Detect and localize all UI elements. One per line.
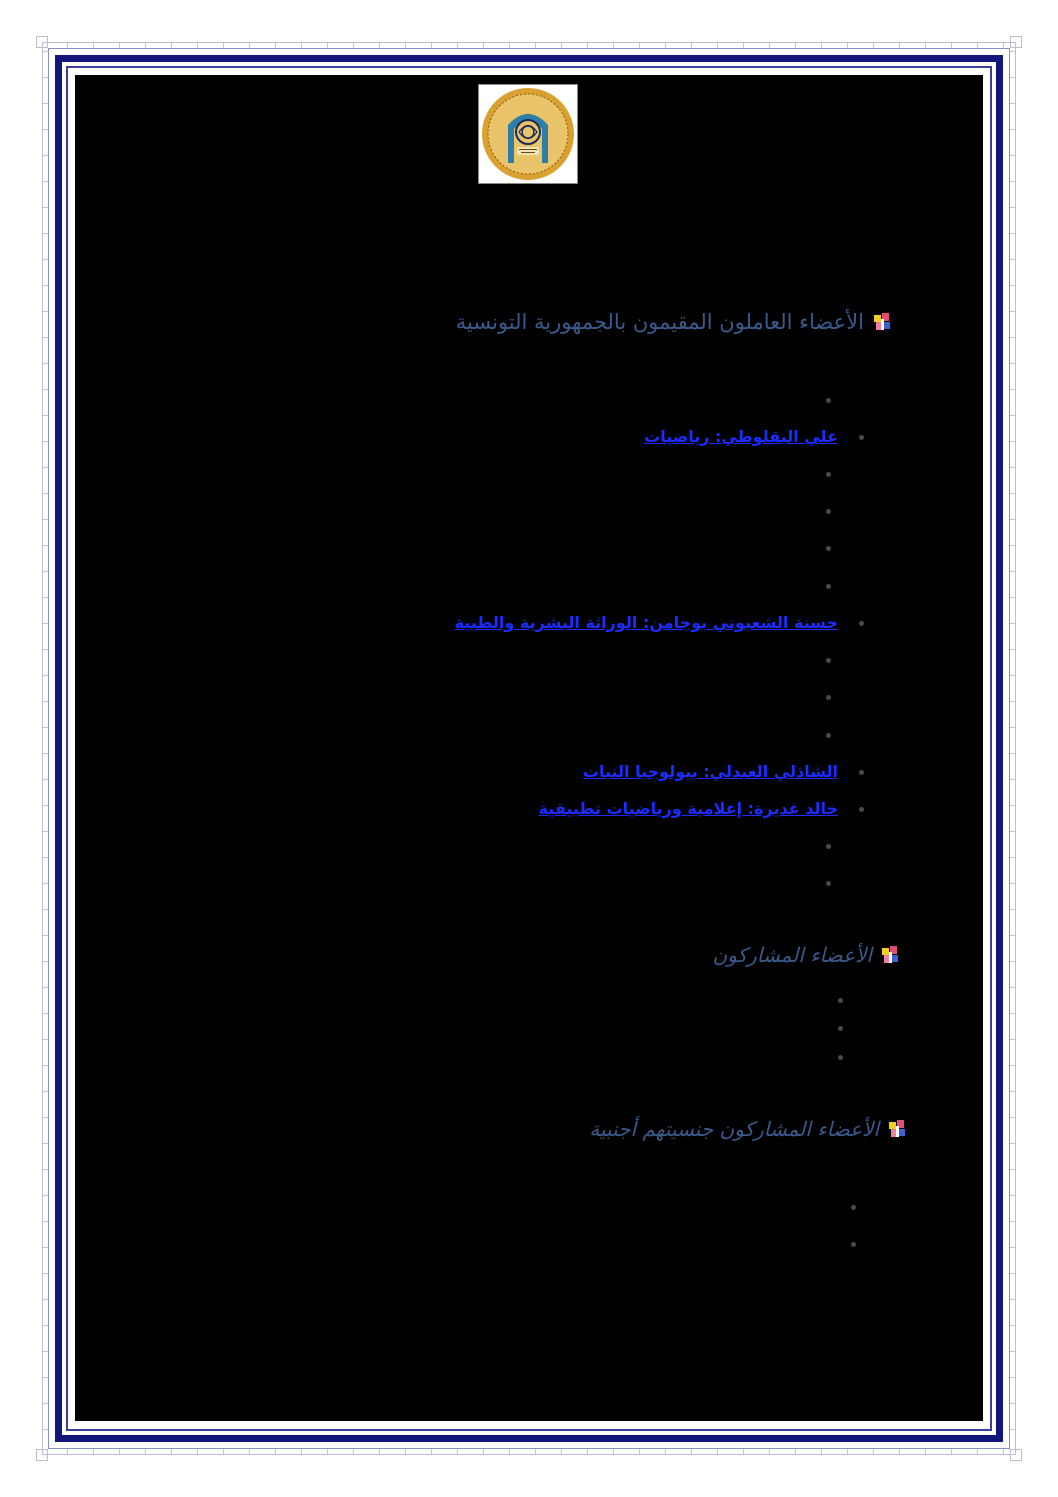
list-bullet: [826, 398, 831, 403]
section-heading-text: الأعضاء المشاركون جنسيتهم أجنبية: [589, 1117, 879, 1141]
list-bullet: [826, 733, 831, 738]
frame-corner-bottom-right: [1010, 1449, 1022, 1461]
list-bullet: [826, 695, 831, 700]
member-link-khaled-ghedira[interactable]: خالد غديرة: إعلامية ورياضيات تطبيقية: [538, 799, 838, 818]
list-bullet: [838, 1055, 843, 1060]
section-heading-associate-members: [713, 943, 900, 967]
list-bullet: [859, 435, 864, 440]
list-bullet: [826, 584, 831, 589]
list-bullet: [838, 998, 843, 1003]
list-bullet: [826, 546, 831, 551]
section-heading-text: الأعضاء المشاركون: [712, 943, 872, 967]
list-bullet: [859, 770, 864, 775]
list-bullet: [826, 881, 831, 886]
frame-corner-top-left: [36, 36, 48, 48]
frame-corner-top-right: [1010, 36, 1022, 48]
list-item: [318, 799, 838, 821]
list-bullet: [859, 621, 864, 626]
member-link-chedly-abdelly[interactable]: الشاذلي العبدلي: بيولوجيا النبات: [582, 762, 838, 781]
list-bullet: [826, 472, 831, 477]
colored-squares-bullet-icon: [880, 946, 900, 964]
list-bullet: [838, 1026, 843, 1031]
content-panel: [75, 75, 983, 1421]
list-bullet: [826, 509, 831, 514]
section-heading-foreign-associate-members: [589, 1117, 907, 1141]
list-item: [318, 613, 838, 635]
list-bullet: [859, 807, 864, 812]
frame-corner-bottom-left: [36, 1449, 48, 1461]
list-item: [318, 762, 838, 784]
academy-seal-logo: [478, 84, 578, 184]
colored-squares-bullet-icon: [872, 313, 892, 331]
list-item: [318, 427, 838, 449]
list-bullet: [851, 1205, 856, 1210]
section-heading-resident-members: [456, 310, 892, 334]
list-bullet: [851, 1242, 856, 1247]
member-link-hasna-chaabouni[interactable]: حسنة الشعبوني بوجامن: الوراثة البشرية والطبية: [454, 613, 838, 632]
colored-squares-bullet-icon: [887, 1120, 907, 1138]
list-bullet: [826, 844, 831, 849]
list-bullet: [826, 658, 831, 663]
seal-icon: [479, 85, 577, 183]
member-link-ali-baklouti[interactable]: علي البقلوطي: رياضيات: [644, 427, 838, 446]
section-heading-text: الأعضاء العاملون المقيمون بالجمهورية التونسية: [455, 310, 864, 334]
